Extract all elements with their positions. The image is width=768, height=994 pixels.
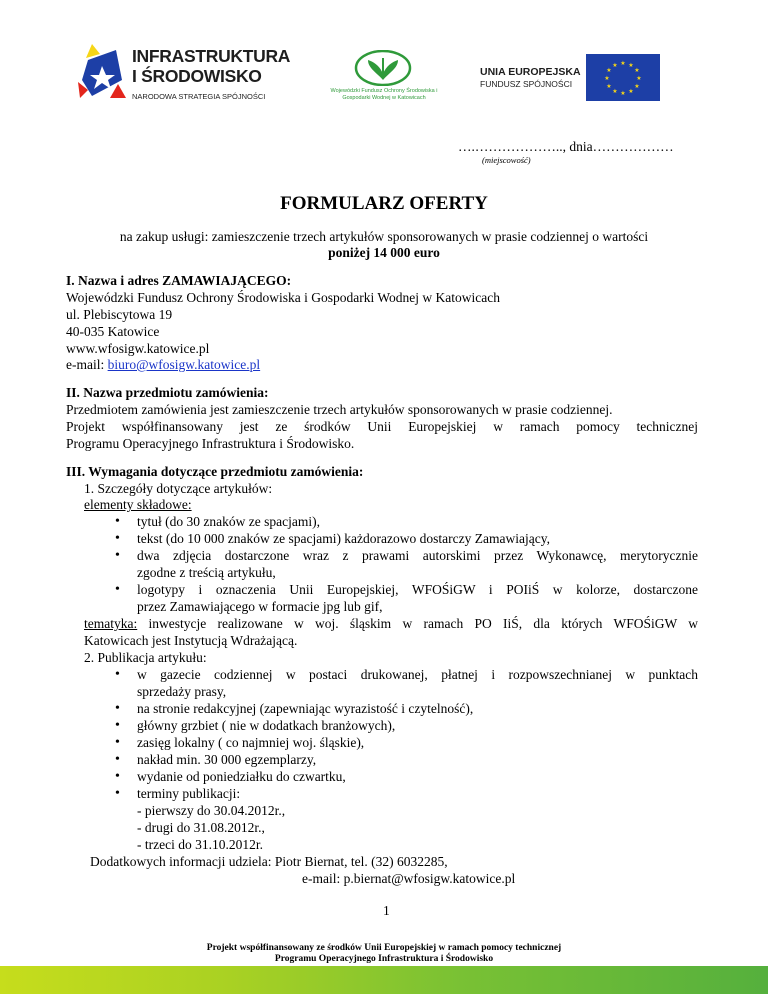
- element-item-cont: zgodne z treścią artykułu,: [137, 565, 276, 580]
- svg-text:★: ★: [634, 67, 640, 74]
- publication-item-cont: sprzedaży prasy,: [137, 684, 227, 699]
- publication-item: • zasięg lokalny ( co najmniej woj. śląskie),: [137, 735, 364, 752]
- svg-text:★: ★: [628, 62, 634, 69]
- section2-line3: Programu Operacyjnego Infrastruktura i Środowisko.: [66, 436, 355, 451]
- svg-text:★: ★: [636, 75, 642, 82]
- contact-line2: e-mail: p.biernat@wfosigw.katowice.pl: [302, 871, 516, 886]
- subtitle-line1: na zakup usługi: zamieszczenie trzech artykułów sponsorowanych w prasie codziennej o wartości: [119, 229, 649, 244]
- svg-text:★: ★: [628, 88, 634, 95]
- svg-text:★: ★: [604, 75, 610, 82]
- email-link[interactable]: biuro@wfosigw.katowice.pl: [107, 357, 261, 372]
- section1-www: www.wfosigw.katowice.pl: [66, 341, 210, 356]
- section2-line1: Przedmiotem zamówienia jest zamieszczenie trzech artykułów sponsorowanych w prasie codziennej.: [66, 402, 613, 417]
- publication-item: • na stronie redakcyjnej (zapewniając wyrazistość i czytelność),: [137, 701, 473, 718]
- logo1-line1: INFRASTRUKTURA: [132, 46, 291, 66]
- section2-line2: Projekt współfinansowany jest ze środków Unii Europejskiej w ramach pomocy technicznej: [66, 419, 698, 434]
- date-item: - trzeci do 31.10.2012r.: [137, 837, 263, 852]
- email-label: e-mail:: [66, 357, 108, 372]
- contact-line1: Dodatkowych informacji udziela: Piotr Biernat, tel. (32) 6032285,: [90, 854, 448, 869]
- logo1-line2: I ŚRODOWISKO: [132, 66, 262, 86]
- infrastruktura-star-icon: [78, 40, 128, 104]
- logo-wfosigw: [330, 50, 438, 110]
- svg-text:★: ★: [620, 60, 626, 67]
- section1-street: ul. Plebiscytowa 19: [66, 307, 173, 322]
- svg-text:★: ★: [612, 62, 618, 69]
- section1-city: 40-035 Katowice: [66, 324, 160, 339]
- publication-item: • nakład min. 30 000 egzemplarzy,: [137, 752, 316, 769]
- section1-name: Wojewódzki Fundusz Ochrony Środowiska i Gospodarki Wodnej w Katowicach: [66, 290, 501, 305]
- tematyka-line1: [84, 616, 698, 633]
- logo3-line2: FUNDUSZ SPÓJNOŚCI: [480, 79, 573, 89]
- footer-line1: Projekt współfinansowany ze środków Unii Europejskiej w ramach pomocy technicznej: [206, 943, 562, 953]
- section1-heading: I. Nazwa i adres ZAMAWIAJĄCEGO:: [66, 273, 292, 288]
- date-item: - drugi do 31.08.2012r.,: [137, 820, 265, 835]
- publication-item: • wydanie od poniedziałku do czwartku,: [137, 769, 346, 786]
- item2: 2. Publikacja artykułu:: [84, 650, 207, 665]
- svg-text:★: ★: [606, 83, 612, 90]
- footer-color-bar: [0, 966, 768, 994]
- section3-heading: III. Wymagania dotyczące przedmiotu zamówienia:: [66, 464, 364, 479]
- element-item: • tekst (do 10 000 znaków ze spacjami) każdorazowo dostarczy Zamawiający,: [137, 531, 550, 548]
- place-hint: (miejscowość): [482, 155, 531, 165]
- subtitle-line2: poniżej 14 000 euro: [328, 245, 440, 260]
- element-item: • dwa zdjęcia dostarczone wraz z prawami autorskimi przez Wykonawcę, merytorycznie: [137, 548, 698, 565]
- publication-item: • terminy publikacji:: [137, 786, 240, 803]
- publication-item: • w gazecie codziennej w postaci drukowanej, płatnej i rozpowszechnianej w punktach: [137, 667, 698, 684]
- svg-text:★: ★: [612, 88, 618, 95]
- element-item: • logotypy i oznaczenia Unii Europejskiej, WFOŚiGW i POIiŚ w kolorze, dostarczone: [137, 582, 698, 599]
- date-item: - pierwszy do 30.04.2012r.,: [137, 803, 286, 818]
- logo3-line1: UNIA EUROPEJSKA: [480, 66, 581, 78]
- tematyka-label: tematyka:: [84, 616, 138, 631]
- svg-text:★: ★: [620, 90, 626, 97]
- element-item: • tytuł (do 30 znaków ze spacjami),: [137, 514, 320, 531]
- eu-flag-icon: [586, 54, 660, 101]
- logo1-line3: NARODOWA STRATEGIA SPÓJNOŚCI: [132, 92, 266, 101]
- svg-text:★: ★: [634, 83, 640, 90]
- item1: 1. Szczegóły dotyczące artykułów:: [84, 481, 273, 496]
- section2-heading: II. Nazwa przedmiotu zamówienia:: [66, 385, 269, 400]
- svg-text:★: ★: [606, 67, 612, 74]
- page-number: 1: [383, 903, 390, 918]
- tematyka-text: inwestycje realizowane w woj. śląskim w ramach PO IiŚ, dla których WFOŚiGW w: [137, 616, 698, 631]
- wfosigw-leaf-icon: [354, 50, 412, 86]
- element-item-cont: przez Zamawiającego w formacie jpg lub gif,: [137, 599, 383, 614]
- place-date-line: ….……………….., dnia………………: [458, 139, 674, 154]
- logo-infrastruktura: [78, 40, 291, 110]
- footer-line2: Programu Operacyjnego Infrastruktura i Środowisko: [274, 954, 494, 964]
- publication-item: • główny grzbiet ( nie w dodatkach branżowych),: [137, 718, 395, 735]
- form-title: FORMULARZ OFERTY: [280, 193, 488, 214]
- section1-email: [66, 357, 260, 374]
- tematyka-line2: Katowicach jest Instytucją Wdrażającą.: [84, 633, 298, 648]
- elements-label: elementy składowe:: [84, 497, 192, 512]
- logo2-text: Wojewódzki Fundusz Ochrony Środowiska i Gospodarki Wodnej w Katowicach: [330, 88, 438, 101]
